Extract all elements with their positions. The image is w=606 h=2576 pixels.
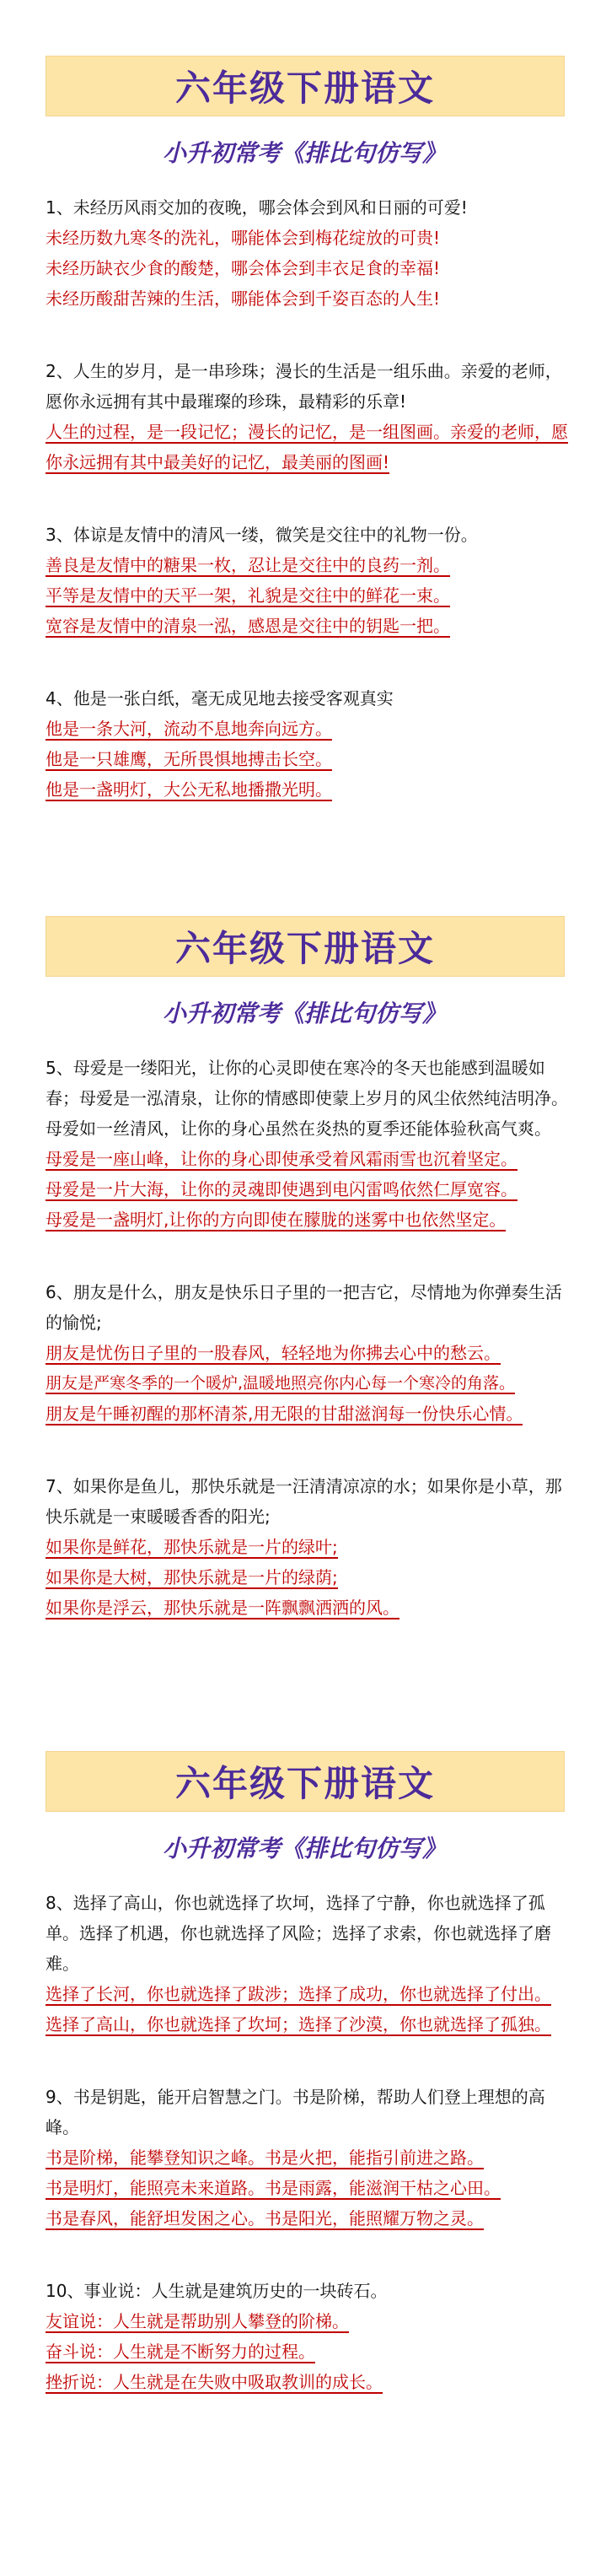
exercise-item <box>46 683 577 805</box>
exercise-answer: 他是一只雄鹰，无所畏惧地搏击长空。 <box>46 749 332 769</box>
section-1 <box>46 56 577 805</box>
exercise-question: 10、事业说：人生就是建筑历史的一块砖石。 <box>46 2281 388 2301</box>
exercise-question: 9、书是钥匙，能开启智慧之门。书是阶梯，帮助人们登上理想的高峰。 <box>46 2087 545 2137</box>
exercise-item <box>46 1471 577 1623</box>
exercise-answer: 挫折说：人生就是在失败中吸取教训的成长。 <box>46 2372 383 2392</box>
exercise-question: 7、如果你是鱼儿，那快乐就是一汪清清凉凉的水；如果你是小草，那快乐就是一束暖暖香香的阳光; <box>46 1476 562 1527</box>
section-title: 六年级下册语文 <box>174 928 435 969</box>
exercise-item <box>46 520 577 641</box>
section-subtitle: 小升初常考《排比句仿写》 <box>162 139 446 167</box>
exercise-answer: 如果你是浮云，那快乐就是一阵飘飘洒洒的风。 <box>46 1598 400 1618</box>
section-title: 六年级下册语文 <box>174 67 435 109</box>
exercise-question: 5、母爱是一缕阳光，让你的心灵即使在寒冷的冬天也能感到温暖如春；母爱是一泓清泉，让你的情感即使蒙上岁月的风尘依然纯洁明净。母爱如一丝清风，让你的身心虽然在炎热的夏季还能体验秋高气爽。 <box>46 1058 568 1139</box>
exercise-answer: 选择了高山，你也就选择了坎坷；选择了沙漠，你也就选择了孤独。 <box>46 2014 551 2034</box>
section-3 <box>46 1751 577 2397</box>
section-title: 六年级下册语文 <box>174 1763 435 1804</box>
exercise-answer: 朋友是严寒冬季的一个暖炉,温暖地照亮你内心每一个寒冷的角落。 <box>46 1374 516 1393</box>
exercise-question: 8、选择了高山，你也就选择了坎坷，选择了宁静，你也就选择了孤单。选择了机遇，你也就选择了风险；选择了求索，你也就选择了磨难。 <box>46 1893 551 1974</box>
section-title-banner <box>46 56 565 116</box>
exercise-item <box>46 1888 577 2040</box>
exercise-answer: 母爱是一盏明灯,让你的方向即使在朦胧的迷雾中也依然坚定。 <box>46 1210 507 1230</box>
exercise-answer: 母爱是一片大海，让你的灵魂即使遇到电闪雷鸣依然仁厚宽容。 <box>46 1179 518 1199</box>
exercise-answer: 选择了长河，你也就选择了跋涉；选择了成功，你也就选择了付出。 <box>46 1984 551 2004</box>
exercise-item <box>46 356 577 477</box>
section-title-banner <box>46 1751 565 1812</box>
exercise-answer: 未经历酸甜苦辣的生活，哪能体会到千姿百态的人生! <box>46 288 441 309</box>
exercise-answer: 书是明灯，能照亮未来道路。书是雨露，能滋润干枯之心田。 <box>46 2178 501 2198</box>
exercise-answer: 他是一盏明灯，大公无私地播撒光明。 <box>46 779 332 800</box>
exercise-answer: 朋友是午睡初醒的那杯清茶,用无限的甘甜滋润每一份快乐心情。 <box>46 1404 523 1424</box>
exercise-answer: 如果你是鲜花，那快乐就是一片的绿叶; <box>46 1537 338 1557</box>
section-title-banner <box>46 916 565 977</box>
exercise-item <box>46 1277 577 1429</box>
exercise-question: 4、他是一张白纸，毫无成见地去接受客观真实 <box>46 688 394 709</box>
exercise-answer: 母爱是一座山峰，让你的身心即使承受着风霜雨雪也沉着坚定。 <box>46 1149 518 1169</box>
exercise-question: 6、朋友是什么，朋友是快乐日子里的一把吉它，尽情地为你弹奏生活的愉悦; <box>46 1282 562 1333</box>
exercise-answer: 朋友是忧伤日子里的一股春风，轻轻地为你拂去心中的愁云。 <box>46 1343 501 1363</box>
exercise-answer: 友谊说：人生就是帮助别人攀登的阶梯。 <box>46 2311 349 2331</box>
section-2 <box>46 916 577 1623</box>
exercise-answer: 书是春风，能舒坦发困之心。书是阳光，能照耀万物之灵。 <box>46 2208 484 2228</box>
exercise-answer: 人生的过程，是一段记忆；漫长的记忆，是一组图画。亲爱的老师，愿你永远拥有其中最美好的记忆，最美丽的图画! <box>46 422 568 472</box>
exercise-answer: 书是阶梯，能攀登知识之峰。书是火把，能指引前进之路。 <box>46 2148 484 2168</box>
section-subtitle: 小升初常考《排比句仿写》 <box>162 1000 446 1027</box>
exercise-question: 3、体谅是友情中的清风一缕，微笑是交往中的礼物一份。 <box>46 525 478 545</box>
section-subtitle: 小升初常考《排比句仿写》 <box>162 1835 446 1862</box>
exercise-item <box>46 2276 577 2397</box>
exercise-question: 1、未经历风雨交加的夜晚，哪会体会到风和日丽的可爱! <box>46 197 468 218</box>
exercise-answer: 宽容是友情中的清泉一泓，感恩是交往中的钥匙一把。 <box>46 616 450 636</box>
exercise-answer: 他是一条大河，流动不息地奔向远方。 <box>46 719 332 739</box>
exercise-answer: 平等是友情中的天平一架，礼貌是交往中的鲜花一束。 <box>46 585 450 606</box>
exercise-answer: 如果你是大树，那快乐就是一片的绿荫; <box>46 1567 338 1587</box>
exercise-answer: 未经历数九寒冬的洗礼，哪能体会到梅花绽放的可贵! <box>46 228 441 248</box>
exercise-answer: 未经历缺衣少食的酸楚，哪会体会到丰衣足食的幸福! <box>46 258 441 278</box>
exercise-answer: 善良是友情中的糖果一枚，忍让是交往中的良药一剂。 <box>46 555 450 575</box>
exercise-question: 2、人生的岁月，是一串珍珠；漫长的生活是一组乐曲。亲爱的老师，愿你永远拥有其中最璀璨的珍珠，最精彩的乐章! <box>46 361 562 412</box>
exercise-item <box>46 1053 577 1235</box>
exercise-item <box>46 2082 577 2234</box>
exercise-answer: 奋斗说：人生就是不断努力的过程。 <box>46 2342 315 2362</box>
exercise-item <box>46 192 577 314</box>
